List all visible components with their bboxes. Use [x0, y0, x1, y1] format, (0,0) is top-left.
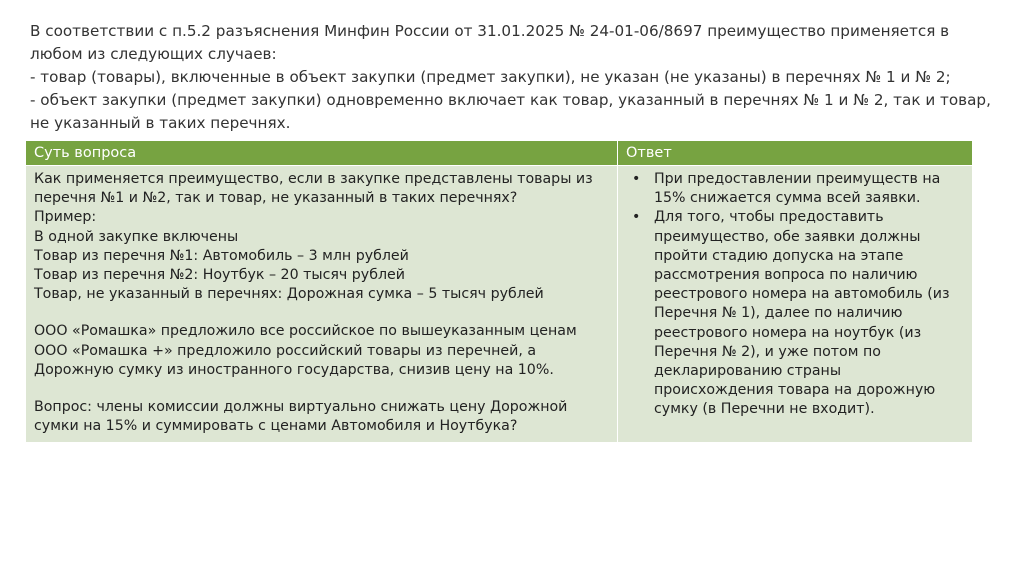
example-label: Пример:: [34, 209, 97, 226]
answer-item: • Для того, чтобы предоставить преимущество, обе заявки должны пройти стадию допуска на этапе рассмотрения вопроса по наличию реестрового номера на автомобиль (из Перечня № 1), далее по наличию реестрового номера на ноутбук (из Перечня № 2), и уже потом по декларированию страны происхождения товара на дорожную сумку (в Перечни не входит).: [654, 208, 964, 419]
answer-cell: [618, 166, 973, 443]
example-line: Товар из перечня №2: Ноутбук – 20 тысяч рублей: [34, 267, 405, 284]
offer-line: ООО «Ромашка +» предложило российский товары из перечней, а Дорожную сумку из иностранного государства, снизив цену на 10%.: [34, 342, 554, 378]
offer-line: ООО «Ромашка» предложило все российское по вышеуказанным ценам: [34, 323, 577, 340]
answer-item: • При предоставлении преимуществ на 15% снижается сумма всей заявки.: [654, 170, 964, 208]
example-line: Товар, не указанный в перечнях: Дорожная сумка – 5 тысяч рублей: [34, 286, 544, 303]
header-question: Суть вопроса: [26, 141, 618, 166]
table-row: [26, 166, 973, 443]
qa-table: [25, 140, 973, 443]
intro-case-2: - объект закупки (предмет закупки) одновременно включает как товар, указанный в перечнях № 1 и № 2, так и товар, не указанный в таких перечнях.: [30, 91, 991, 132]
header-answer: Ответ: [618, 141, 973, 166]
answer-list: [626, 170, 964, 420]
question-text: Как применяется преимущество, если в закупке представлены товары из перечня №1 и №2, так и товар, не указанный в таких перечнях?: [34, 171, 593, 207]
intro-case-1: - товар (товары), включенные в объект закупки (предмет закупки), не указан (не указаны) в перечнях № 1 и № 2;: [30, 68, 951, 86]
intro-text: [30, 20, 998, 135]
table-header-row: [26, 141, 973, 166]
intro-paragraph: В соответствии с п.5.2 разъяснения Минфин России от 31.01.2025 № 24-01-06/8697 преимущество применяется в любом из следующих случаев:: [30, 22, 950, 63]
example-line: Товар из перечня №1: Автомобиль – 3 млн рублей: [34, 247, 409, 264]
question-final: Вопрос: члены комиссии должны виртуально снижать цену Дорожной сумки на 15% и суммировать с ценами Автомобиля и Ноутбука?: [34, 399, 568, 435]
example-line: В одной закупке включены: [34, 228, 239, 245]
question-cell: [26, 166, 618, 443]
